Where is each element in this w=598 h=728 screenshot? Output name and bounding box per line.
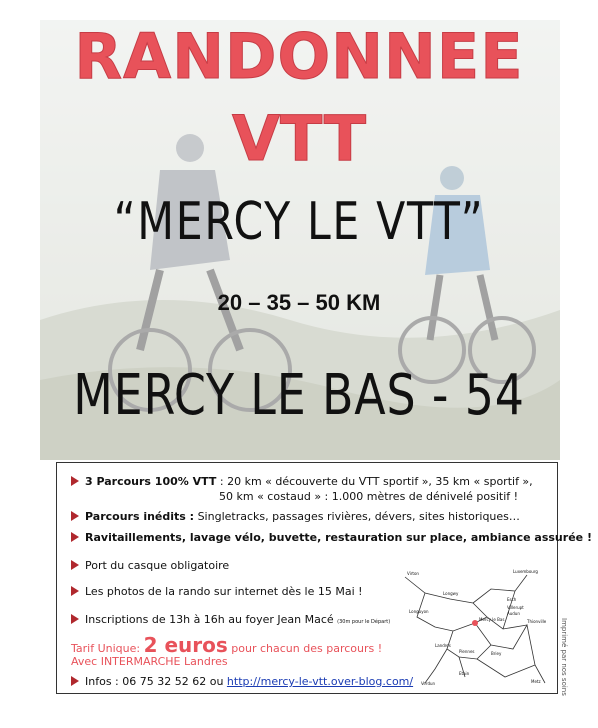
mercy-marker-icon: [472, 620, 478, 626]
svg-text:Metz: Metz: [531, 679, 541, 684]
svg-text:Briey: Briey: [491, 651, 502, 656]
access-map: [395, 565, 549, 687]
info-line-contact: Infos : 06 75 32 52 62 ou http://mercy-le-vtt.over-blog.com/: [71, 675, 413, 689]
blog-link[interactable]: http://mercy-le-vtt.over-blog.com/: [226, 675, 414, 688]
arrow-bullet-icon: [71, 586, 79, 596]
info-line-photos: Les photos de la rando sur internet dès le 15 Mai !: [71, 585, 363, 599]
info-line-parcours: 3 Parcours 100% VTT : 20 km « découverte du VTT sportif », 35 km « sportif »,: [71, 475, 533, 489]
svg-text:Villerupt: Villerupt: [507, 605, 524, 610]
info-line-inscriptions: Inscriptions de 13h à 16h au foyer Jean Macé (30m pour le Départ): [71, 613, 390, 629]
svg-text:Landres: Landres: [435, 643, 451, 648]
arrow-bullet-icon: [71, 560, 79, 570]
svg-text:Virton: Virton: [407, 571, 419, 576]
title-randonnee: RANDONNEE: [74, 20, 524, 93]
svg-text:Etain: Etain: [459, 671, 470, 676]
title-vtt: VTT: [232, 102, 366, 175]
svg-text:Longuyon: Longuyon: [409, 609, 429, 614]
arrow-bullet-icon: [71, 614, 79, 624]
svg-text:Mercy le Bas: Mercy le Bas: [479, 617, 505, 622]
distances: 20 – 35 – 50 KM: [217, 290, 381, 315]
info-line-casque: Port du casque obligatoire: [71, 559, 229, 573]
info-line-costaud: 50 km « costaud » : 1.000 mètres de dénivelé positif !: [219, 490, 519, 503]
location: MERCY LE BAS - 54: [73, 363, 525, 428]
info-line-sponsor: Avec INTERMARCHE Landres: [71, 655, 228, 668]
event-name: “MERCY LE VTT”: [113, 192, 485, 252]
arrow-bullet-icon: [71, 476, 79, 486]
info-line-ravitaillements: Ravitaillements, lavage vélo, buvette, restauration sur place, ambiance assurée !: [71, 531, 592, 545]
arrow-bullet-icon: [71, 511, 79, 521]
arrow-bullet-icon: [71, 532, 79, 542]
svg-text:Esch: Esch: [507, 597, 517, 602]
svg-text:Audun: Audun: [507, 611, 520, 616]
svg-text:Luxembourg: Luxembourg: [513, 569, 538, 574]
printer-note: Imprimé par nos soins: [560, 618, 568, 696]
svg-text:Thionville: Thionville: [527, 619, 547, 624]
svg-text:Verdun: Verdun: [421, 681, 436, 686]
info-line-tarif: Tarif Unique: 2 euros pour chacun des parcours !: [71, 633, 383, 657]
svg-text:Longwy: Longwy: [443, 591, 459, 596]
info-line-inedits: Parcours inédits : Singletracks, passages rivières, dévers, sites historiques…: [71, 510, 520, 524]
svg-text:Piennes: Piennes: [459, 649, 475, 654]
arrow-bullet-icon: [71, 676, 79, 686]
